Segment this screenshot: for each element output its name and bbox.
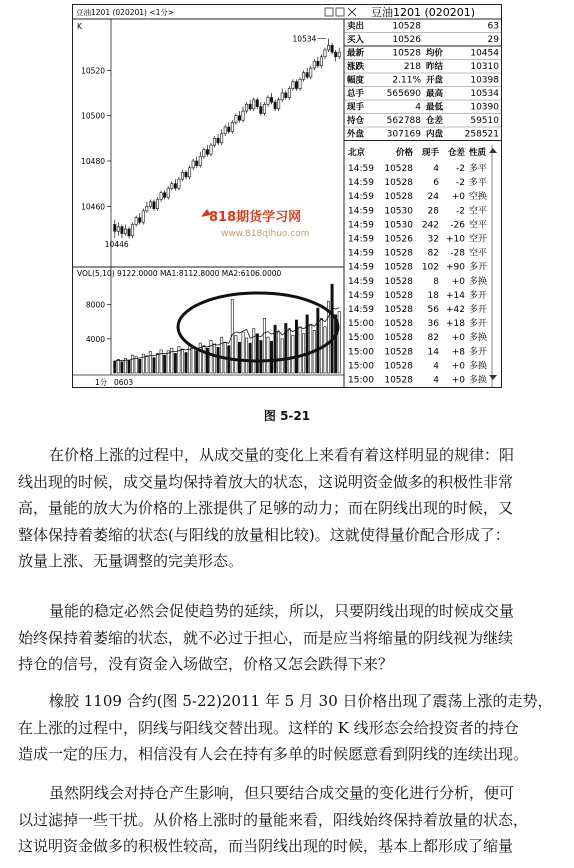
volume-bar — [292, 335, 294, 373]
tick-cell: 多平 — [469, 164, 488, 174]
volume-bar — [256, 334, 258, 373]
quote-v2: 10534 — [470, 89, 499, 99]
candle-down — [331, 45, 333, 52]
watermark-url: www.818qihuo.com — [221, 229, 310, 239]
candle-down — [334, 52, 336, 57]
tick-cell: +14 — [446, 290, 465, 301]
volume-bar — [114, 361, 116, 373]
futures-chart — [73, 5, 502, 388]
volume-bar — [288, 329, 290, 373]
candle-up — [203, 150, 205, 157]
watermark — [201, 209, 309, 239]
tick-cell: 15:00 — [348, 347, 374, 358]
candle-up — [142, 211, 144, 222]
volume-bar — [220, 337, 222, 373]
tick-cell: 10528 — [384, 164, 413, 174]
tick-cell: 14:59 — [348, 276, 374, 287]
paragraph-3 — [18, 688, 563, 768]
candle-down — [249, 104, 251, 109]
paragraph-4 — [18, 780, 563, 860]
tick-cell: 15:00 — [348, 333, 374, 344]
tick-cell: 多换 — [469, 375, 488, 386]
quote-l1: 外盘 — [347, 129, 365, 140]
tick-cell: 10528 — [384, 248, 413, 259]
tick-cell: 空平 — [469, 220, 488, 231]
candle-up — [181, 172, 183, 179]
tick-cell: 多开 — [469, 305, 488, 315]
period-label: 1分 — [95, 378, 108, 387]
text-line: 以过滤掉一些干扰。从价格上涨时的量能来看，阳线始终保持着放量的状态， — [18, 810, 529, 829]
quote-l1: 最新 — [347, 48, 365, 59]
candle-up — [310, 68, 312, 77]
volume-bar — [277, 332, 279, 373]
candle-down — [153, 202, 155, 209]
paragraph-2 — [18, 598, 563, 678]
text-line: 在价格上涨的过程中，从成交量的变化上来看有着这样明显的规律：阳 — [49, 446, 515, 464]
candle-up — [245, 104, 247, 111]
minimize-icon[interactable] — [325, 8, 333, 16]
tick-cell: +0 — [451, 276, 465, 287]
tick-cell: 10528 — [384, 347, 413, 358]
tick-cell: +18 — [446, 319, 465, 330]
quote-v2: 10310 — [470, 62, 499, 72]
paragraph-1 — [18, 442, 563, 575]
tick-cell: 多换 — [469, 361, 488, 372]
quote-v2: 258521 — [464, 129, 499, 140]
tick-cell: 10530 — [384, 220, 413, 231]
quote-v2: 10454 — [470, 48, 499, 59]
volume-bar — [253, 329, 255, 373]
candle-up — [292, 82, 294, 89]
text-line: 持仓的信号，没有资金入场做空，价格又怎会跌得下来？ — [18, 655, 394, 673]
volume-bar — [153, 358, 155, 373]
candle-up — [231, 122, 233, 131]
tick-cell: 多开 — [469, 290, 488, 301]
quote-v1: 307169 — [386, 129, 421, 140]
quote-v2: 59510 — [470, 116, 499, 126]
volume-bar — [242, 332, 244, 373]
volume-bar — [139, 359, 141, 373]
volume-bar — [338, 311, 340, 373]
quote-v1: 218 — [403, 62, 421, 72]
high-price-label: 10534 — [292, 34, 317, 44]
date-label: 0603 — [114, 378, 134, 387]
tick-cell: +0 — [451, 375, 465, 386]
tick-cell: +0 — [451, 361, 465, 372]
quote-v1: 2.11% — [392, 75, 421, 86]
candle-up — [327, 45, 329, 50]
volume-bar — [149, 352, 151, 373]
quote-v1: 565690 — [386, 89, 421, 99]
tick-cell: 多换 — [469, 276, 488, 287]
tick-cell: 28 — [427, 206, 439, 217]
tick-cell: 32 — [427, 234, 439, 245]
candle-up — [338, 52, 340, 57]
tick-cell: 多换 — [469, 333, 488, 344]
quote-l1: 总手 — [347, 89, 365, 99]
text-line: 造成一定的压力，相信没有人会在持有多单的时候愿意看到阴线的连续出现。 — [18, 745, 529, 763]
candle-up — [124, 229, 126, 234]
tick-cell: -28 — [450, 248, 465, 259]
tick-cell: 10528 — [384, 192, 413, 203]
volume-bar — [267, 337, 269, 373]
tick-cell: -26 — [450, 220, 465, 231]
volume-tick-label: 8000 — [85, 300, 105, 310]
quote-l1: 持仓 — [347, 116, 365, 126]
volume-bar — [235, 335, 237, 373]
candle-up — [192, 161, 194, 168]
tick-cell: 10528 — [384, 262, 413, 273]
quote-title: 豆油1201 (020201) — [370, 6, 476, 19]
close-icon[interactable] — [348, 8, 356, 16]
quote-l1: 现手 — [347, 102, 365, 113]
volume-bar — [192, 347, 194, 373]
price-tick-label: 10520 — [81, 66, 105, 76]
tick-cell: 10526 — [384, 234, 413, 245]
candle-down — [139, 218, 141, 223]
tick-cell: +8 — [451, 347, 465, 358]
maximize-icon[interactable] — [336, 8, 344, 16]
tick-cell: 14:59 — [348, 220, 374, 231]
candle-down — [260, 107, 262, 114]
candle-up — [135, 218, 137, 225]
volume-bar — [203, 346, 205, 373]
candle-up — [235, 116, 237, 123]
tick-cell: 空换 — [469, 192, 488, 203]
candle-down — [121, 227, 123, 234]
quote-v2: 10390 — [470, 102, 499, 113]
volume-bar — [285, 323, 287, 373]
volume-bar — [146, 356, 148, 373]
tick-cell: 4 — [433, 375, 439, 386]
watermark-logo-text: 818期货学习网 — [209, 210, 302, 225]
tick-cell: 空平 — [469, 206, 488, 217]
tick-list — [348, 147, 487, 386]
candle-up — [131, 224, 133, 235]
tick-cell: 10528 — [384, 319, 413, 330]
scroll-up-icon[interactable] — [489, 148, 497, 153]
volume-bar — [163, 355, 165, 373]
text-line: 整体保持着萎缩的状态(与阳线的放量相比较)。这就使得量价配合形成了： — [18, 525, 510, 544]
quote-l2: 均价 — [426, 48, 444, 59]
volume-bar — [167, 351, 169, 373]
tick-cell: 15:00 — [348, 375, 374, 386]
tick-cell: 15:00 — [348, 361, 374, 372]
volume-bar — [117, 359, 119, 373]
window-controls[interactable] — [325, 8, 356, 16]
candle-up — [199, 156, 201, 165]
price-axis — [81, 66, 111, 211]
tick-cell: -2 — [456, 164, 465, 174]
text-line: 在上涨的过程中，阴线与阳线交替出现。这样的 K 线形态会给投资者的持仓 — [18, 718, 519, 737]
tick-cell: +0 — [451, 192, 465, 203]
tick-cell: 10528 — [384, 375, 413, 386]
candle-up — [117, 227, 119, 232]
volume-tick-label: 4000 — [85, 334, 105, 344]
candle-up — [156, 200, 158, 209]
volume-bar — [270, 341, 272, 373]
candle-down — [217, 138, 219, 143]
volume-bar — [156, 353, 158, 373]
scroll-down-icon[interactable] — [489, 375, 497, 380]
quote-l2: 开盘 — [426, 75, 444, 86]
tick-cell: 10528 — [384, 333, 413, 344]
tick-column-header: 现手 — [421, 148, 439, 158]
volume-header: VOL(5,10) 9122.0000 MA1:8112.8000 MA2:6106.0000 — [77, 269, 282, 278]
tick-cell: 14 — [427, 347, 439, 358]
candle-up — [288, 88, 290, 97]
candle-up — [160, 193, 162, 200]
tick-cell: 多开 — [469, 347, 488, 358]
quote-l2: 昨结 — [426, 62, 444, 72]
tick-column-header: 北京 — [348, 148, 366, 158]
tick-cell: 14:59 — [348, 234, 374, 245]
candle-down — [174, 184, 176, 189]
tick-column-header: 价格 — [395, 148, 413, 158]
text-line: 高，量能的放大为价格的上涨提供了足够的动力；而在阴线出现的时候，又 — [18, 499, 514, 517]
text-line: 线出现的时候，成交量均保持着放大的状态，这说明资金做多的积极性非常 — [18, 472, 514, 491]
candle-down — [256, 100, 258, 107]
quote-v2: 29 — [487, 35, 499, 45]
volume-bar — [317, 308, 319, 373]
candle-up — [281, 93, 283, 100]
volume-bar — [299, 327, 301, 373]
tick-cell: 14:59 — [348, 178, 374, 189]
candle-up — [242, 111, 244, 120]
volume-bar — [174, 353, 176, 373]
figure-5-21 — [72, 4, 502, 388]
tick-cell: +42 — [446, 305, 465, 315]
candle-down — [163, 193, 165, 198]
volume-bar — [260, 341, 262, 373]
candle-down — [206, 150, 208, 155]
candle-up — [224, 127, 226, 134]
price-tick-label: 10460 — [81, 202, 105, 212]
text-line: 放量上涨、无量调整的完美形态。 — [18, 552, 244, 570]
price-tick-label: 10500 — [81, 111, 105, 121]
quote-l1: 买入 — [347, 35, 365, 45]
quote-l1: 幅度 — [347, 75, 365, 86]
tick-cell: 空开 — [469, 234, 488, 245]
tick-cell: 82 — [427, 248, 439, 259]
text-line: 这说明资金做多的积极性较高，而当阴线出现的时候，基本上都形成了缩量 — [18, 837, 514, 855]
price-tick-label: 10480 — [81, 157, 105, 166]
candle-up — [299, 79, 301, 88]
quote-v1: 10526 — [392, 35, 421, 45]
text-line: 量能的稳定必然会促使趋势的延续，所以，只要阴线出现的时候成交量 — [49, 602, 515, 620]
tick-cell: -2 — [456, 206, 465, 217]
candle-up — [213, 138, 215, 145]
volume-bar — [324, 327, 326, 373]
candle-up — [263, 104, 265, 113]
candle-up — [146, 206, 148, 211]
candle-up — [210, 145, 212, 154]
tick-cell: 10528 — [384, 361, 413, 372]
tick-column-header: 性质 — [469, 148, 487, 158]
tick-cell: 10528 — [384, 305, 413, 315]
candle-down — [238, 116, 240, 121]
candle-up — [302, 73, 304, 80]
candle-up — [171, 184, 173, 189]
quote-l2: 最高 — [426, 89, 444, 99]
text-line: 虽然阴线会对持仓产生影响，但只要结合成交量的变化进行分析，便可 — [49, 784, 515, 802]
candle-down — [270, 98, 272, 103]
volume-bar — [295, 320, 297, 373]
candle-up — [277, 100, 279, 109]
candle-down — [295, 82, 297, 89]
candle-up — [267, 98, 269, 105]
volume-bar — [310, 325, 312, 373]
volume-axis — [86, 301, 111, 344]
tick-cell: +90 — [446, 262, 465, 273]
tick-cell: 空平 — [469, 248, 488, 259]
volume-bar — [213, 344, 215, 373]
quote-l2: 最低 — [426, 102, 444, 113]
volume-bar — [331, 284, 333, 373]
text-line: 始终保持着萎缩的状态，就不必过于担心，而是应当将缩量的阴线视为继续 — [18, 628, 514, 647]
volume-bar — [263, 318, 265, 373]
quote-v1: 10528 — [392, 21, 421, 32]
volume-bar — [217, 347, 219, 373]
candle-up — [313, 61, 315, 68]
tick-cell: 102 — [421, 262, 439, 273]
candle-up — [253, 100, 255, 109]
tick-cell: +0 — [451, 333, 465, 344]
tick-cell: 36 — [427, 319, 439, 330]
low-price-label: 10446 — [104, 240, 129, 250]
quote-l1: 卖出 — [347, 21, 365, 32]
candle-down — [274, 102, 276, 109]
candle-up — [178, 179, 180, 188]
quote-l2: 仓差 — [426, 116, 444, 126]
tick-cell: 多开 — [469, 319, 488, 330]
volume-bar — [131, 355, 133, 373]
tick-cell: 6 — [433, 178, 439, 189]
candle-up — [324, 50, 326, 57]
quote-panel — [344, 5, 502, 141]
tick-cell: 多开 — [469, 262, 488, 273]
candle-down — [196, 161, 198, 166]
tick-cell: 82 — [427, 333, 439, 344]
candle-up — [188, 168, 190, 177]
volume-bar — [121, 362, 123, 373]
candle-down — [128, 229, 130, 236]
candle-up — [220, 134, 222, 143]
tick-cell: 14:59 — [348, 164, 374, 174]
volume-bar — [128, 360, 130, 373]
candle-up — [167, 188, 169, 197]
tick-cell: 24 — [427, 192, 439, 203]
volume-bar — [135, 357, 137, 373]
tick-cell: 18 — [427, 290, 439, 301]
figure-caption: 图 5-21 — [263, 409, 311, 423]
quote-v1: 10528 — [392, 48, 421, 59]
volume-bar — [245, 338, 247, 373]
volume-bar — [249, 343, 251, 373]
tick-cell: 56 — [427, 305, 439, 315]
candle-down — [185, 172, 187, 177]
scrollbar[interactable] — [489, 145, 497, 388]
quote-l1: 涨跌 — [347, 62, 365, 72]
volume-bar — [196, 351, 198, 373]
quote-l2: 内盘 — [426, 129, 444, 140]
tick-cell: 14:59 — [348, 290, 374, 301]
tick-cell: 4 — [433, 361, 439, 372]
text-line: 橡胶 1109 合约(图 5-22)2011 年 5 月 30 日价格出现了震荡上涨的走势， — [49, 692, 553, 710]
tick-cell: 15:00 — [348, 319, 374, 330]
tick-cell: 242 — [421, 220, 439, 231]
candle-down — [228, 127, 230, 132]
quote-v1: 4 — [415, 102, 421, 113]
volume-bar — [185, 352, 187, 373]
tick-cell: 10528 — [384, 178, 413, 189]
candle-up — [149, 202, 151, 207]
quote-v2: 63 — [487, 21, 499, 32]
tick-cell: 多平 — [469, 178, 488, 189]
volume-bar — [281, 339, 283, 373]
candle-down — [317, 61, 319, 66]
tick-cell: 8 — [433, 276, 439, 287]
tick-cell: 14:59 — [348, 305, 374, 315]
candle-up — [320, 57, 322, 66]
volume-bar — [306, 315, 308, 373]
candle-down — [285, 93, 287, 98]
candle-down — [306, 73, 308, 78]
chart-title: 豆油1201 (020201) <1分> — [76, 8, 175, 17]
tick-cell: 10530 — [384, 206, 413, 217]
tick-cell: 4 — [433, 164, 439, 174]
tick-cell: 14:59 — [348, 262, 374, 273]
tick-cell: 14:59 — [348, 248, 374, 259]
tick-cell: 10528 — [384, 276, 413, 287]
volume-bar — [238, 342, 240, 373]
tick-cell: 14:59 — [348, 206, 374, 217]
tick-column-header: 仓差 — [447, 148, 465, 158]
tick-cell: -2 — [456, 178, 465, 189]
candlestick-series — [114, 39, 341, 238]
tick-cell: +10 — [446, 234, 465, 245]
tick-cell: 10528 — [384, 290, 413, 301]
quote-v2: 10398 — [470, 75, 499, 86]
candle-down — [114, 224, 116, 231]
k-indicator-label: K — [77, 22, 82, 31]
volume-bar — [181, 349, 183, 373]
tick-cell: 14:59 — [348, 192, 374, 203]
quote-v1: 562788 — [386, 116, 421, 126]
